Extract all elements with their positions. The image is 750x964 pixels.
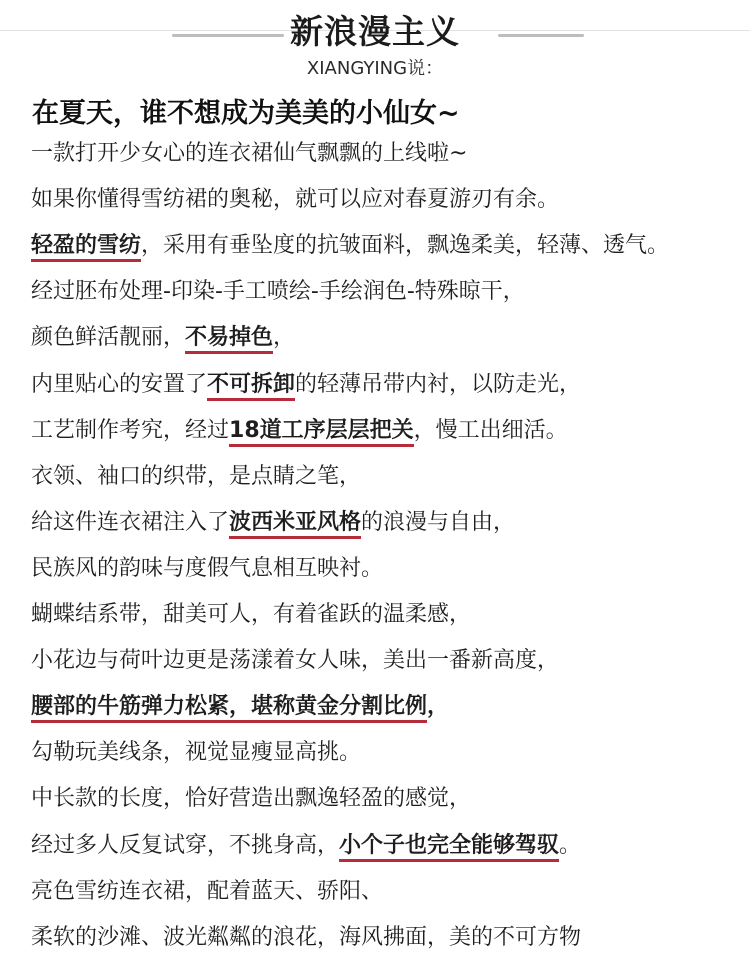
text-segment: 一款打开少女心的连衣裙仙气飘飘的上线啦~ [31, 141, 468, 166]
text-segment: 小花边与荷叶边更是荡漾着女人味，美出一番新高度， [31, 648, 560, 674]
text-segment: 经过胚布处理-印染-手工喷绘-手绘润色-特殊晾干， [31, 279, 525, 305]
text-line [31, 139, 467, 169]
headline: 在夏天，谁不想成为美美的小仙女~ [32, 98, 460, 129]
page-title: 新浪漫主义 [290, 12, 460, 51]
text-segment: 。 [559, 832, 582, 858]
text-segment: 颜色鲜活靓丽， [31, 325, 186, 351]
text-line [31, 370, 581, 400]
text-segment: 给这件连衣裙注入了 [31, 509, 230, 535]
text-line [31, 185, 559, 215]
text-line [31, 738, 361, 768]
text-segment: 民族风的韵味与度假气息相互映衬。 [31, 555, 384, 581]
highlighted-phrase: 18道工序层层把关 [229, 418, 414, 447]
text-line [31, 784, 471, 814]
text-segment: ，采用有垂坠度的抗皱面料，飘逸柔美，轻薄、透气。 [141, 233, 670, 259]
text-segment: 的轻薄吊带内衬，以防走光， [295, 371, 582, 397]
page-subtitle: XIANGYING说： [306, 58, 444, 79]
text-line [31, 923, 581, 953]
text-line [31, 692, 449, 722]
text-segment: 的浪漫与自由， [361, 509, 516, 535]
text-segment: 衣领、袖口的织带，是点睛之笔， [31, 463, 362, 489]
header [0, 0, 750, 90]
text-segment: ， [427, 694, 450, 720]
text-line [31, 277, 525, 307]
text-line [31, 646, 559, 676]
text-line [31, 554, 383, 584]
text-line [31, 462, 361, 492]
text-segment: 如果你懂得雪纺裙的奥秘，就可以应对春夏游刃有余。 [31, 187, 560, 213]
text-segment: 勾勒玩美线条，视觉显瘦显高挑。 [31, 740, 362, 766]
highlighted-phrase: 小个子也完全能够驾驭 [339, 833, 559, 862]
highlighted-phrase: 波西米亚风格 [229, 510, 361, 539]
text-line [31, 323, 295, 353]
text-segment: 柔软的沙滩、波光粼粼的浪花，海风拂面，美的不可方物 [31, 924, 582, 950]
text-segment: ， [273, 325, 296, 351]
text-segment: ，慢工出细活。 [413, 417, 568, 443]
text-line [31, 508, 515, 538]
text-segment: 工艺制作考究，经过 [31, 417, 230, 443]
highlighted-phrase: 不可拆卸 [207, 372, 295, 401]
text-segment: 蝴蝶结系带，甜美可人，有着雀跃的温柔感， [31, 602, 472, 627]
text-segment: 亮色雪纺连衣裙，配着蓝天、骄阳、 [31, 878, 384, 904]
text-line [31, 600, 471, 630]
highlighted-phrase: 不易掉色 [185, 325, 273, 354]
text-line [31, 877, 383, 907]
text-line [31, 231, 669, 261]
highlighted-phrase: 轻盈的雪纺 [31, 233, 141, 262]
text-line [31, 416, 568, 446]
text-segment: 中长款的长度，恰好营造出飘逸轻盈的感觉， [31, 786, 472, 812]
highlighted-phrase: 腰部的牛筋弹力松紧，堪称黄金分割比例 [31, 694, 427, 723]
text-line [31, 831, 581, 861]
text-segment: 经过多人反复试穿，不挑身高， [31, 832, 340, 858]
text-segment: 内里贴心的安置了 [31, 371, 208, 397]
